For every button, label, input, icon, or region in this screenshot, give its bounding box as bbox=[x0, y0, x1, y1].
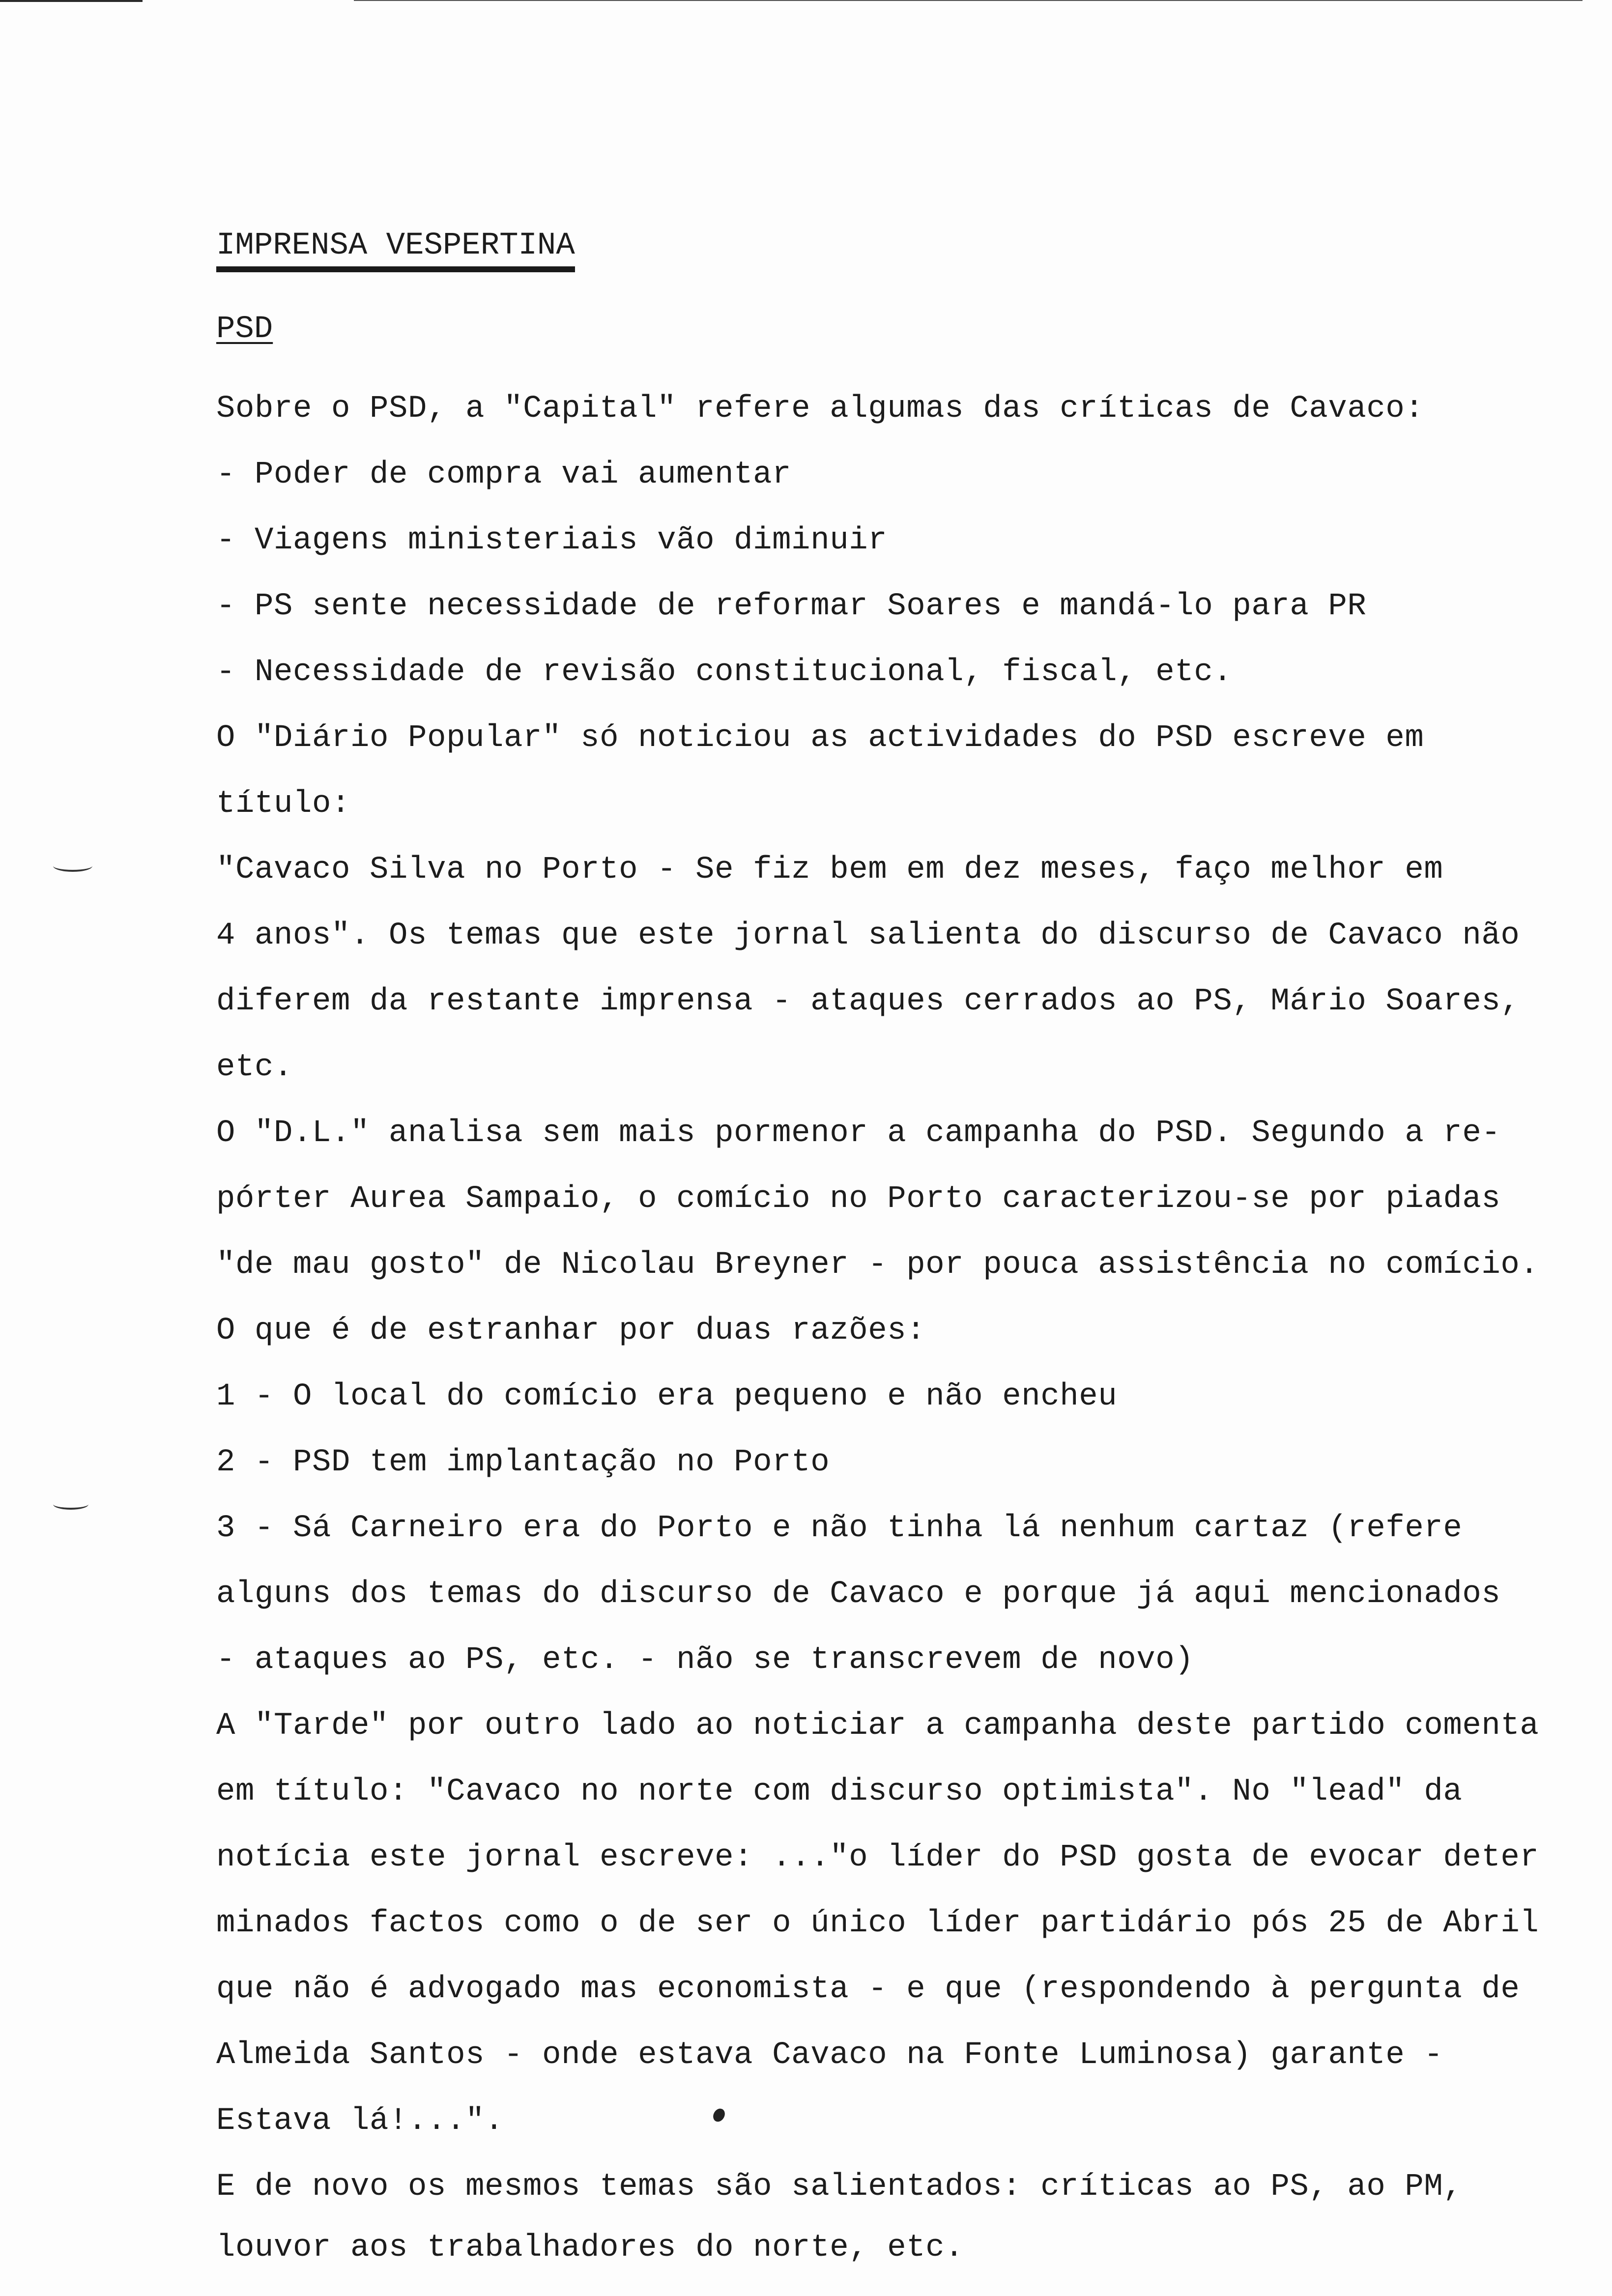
section-heading: PSD bbox=[216, 312, 273, 347]
text-line: Estava lá!...". bbox=[216, 2103, 504, 2139]
text-line: diferem da restante imprensa - ataques cerrados ao PS, Mário Soares, bbox=[216, 984, 1520, 1019]
text-line: etc. bbox=[216, 1050, 293, 1085]
text-line: O "D.L." analisa sem mais pormenor a campanha do PSD. Segundo a re- bbox=[216, 1116, 1501, 1151]
text-line: E de novo os mesmos temas são salientados: críticas ao PS, ao PM, bbox=[216, 2169, 1463, 2205]
scan-edge-line bbox=[0, 0, 143, 2]
text-line: - ataques ao PS, etc. - não se transcrevem de novo) bbox=[216, 1642, 1194, 1678]
page-heading: IMPRENSA VESPERTINA bbox=[216, 226, 575, 272]
text-line: "de mau gosto" de Nicolau Breyner - por pouca assistência no comício. bbox=[216, 1247, 1539, 1283]
text-line: Sobre o PSD, a "Capital" refere algumas das críticas de Cavaco: bbox=[216, 391, 1424, 427]
ink-speck bbox=[711, 2106, 727, 2124]
text-line: minados factos como o de ser o único líder partidário pós 25 de Abril bbox=[216, 1906, 1539, 1941]
text-line: - Necessidade de revisão constitucional, fiscal, etc. bbox=[216, 655, 1233, 690]
margin-mark bbox=[53, 860, 92, 872]
text-line: alguns dos temas do discurso de Cavaco e porque já aqui mencionados bbox=[216, 1577, 1501, 1612]
text-line: 3 - Sá Carneiro era do Porto e não tinha lá nenhum cartaz (refere bbox=[216, 1511, 1463, 1546]
text-line: - Poder de compra vai aumentar bbox=[216, 457, 792, 492]
text-line: que não é advogado mas economista - e que (respondendo à pergunta de bbox=[216, 1972, 1520, 2007]
text-line: título: bbox=[216, 786, 351, 822]
text-line: em título: "Cavaco no norte com discurso optimista". No "lead" da bbox=[216, 1774, 1463, 1809]
text-line: - Viagens ministeriais vão diminuir bbox=[216, 523, 888, 558]
text-line: louvor aos trabalhadores do norte, etc. bbox=[216, 2230, 964, 2266]
text-line: 2 - PSD tem implantação no Porto bbox=[216, 1445, 830, 1480]
text-line: notícia este jornal escreve: ..."o líder do PSD gosta de evocar deter bbox=[216, 1840, 1539, 1875]
margin-mark bbox=[53, 1499, 88, 1510]
text-line: - PS sente necessidade de reformar Soares e mandá-lo para PR bbox=[216, 589, 1367, 624]
text-line: Almeida Santos - onde estava Cavaco na Fonte Luminosa) garante - bbox=[216, 2038, 1443, 2073]
text-line: pórter Aurea Sampaio, o comício no Porto caracterizou-se por piadas bbox=[216, 1181, 1501, 1217]
text-line: 1 - O local do comício era pequeno e não encheu bbox=[216, 1379, 1118, 1414]
scan-edge-line bbox=[354, 0, 1583, 1]
text-line: "Cavaco Silva no Porto - Se fiz bem em dez meses, faço melhor em bbox=[216, 852, 1443, 888]
text-line: O que é de estranhar por duas razões: bbox=[216, 1313, 926, 1349]
text-line: A "Tarde" por outro lado ao noticiar a campanha deste partido comenta bbox=[216, 1708, 1539, 1744]
text-line: O "Diário Popular" só noticiou as actividades do PSD escreve em bbox=[216, 720, 1424, 756]
text-line: 4 anos". Os temas que este jornal salienta do discurso de Cavaco não bbox=[216, 918, 1520, 953]
